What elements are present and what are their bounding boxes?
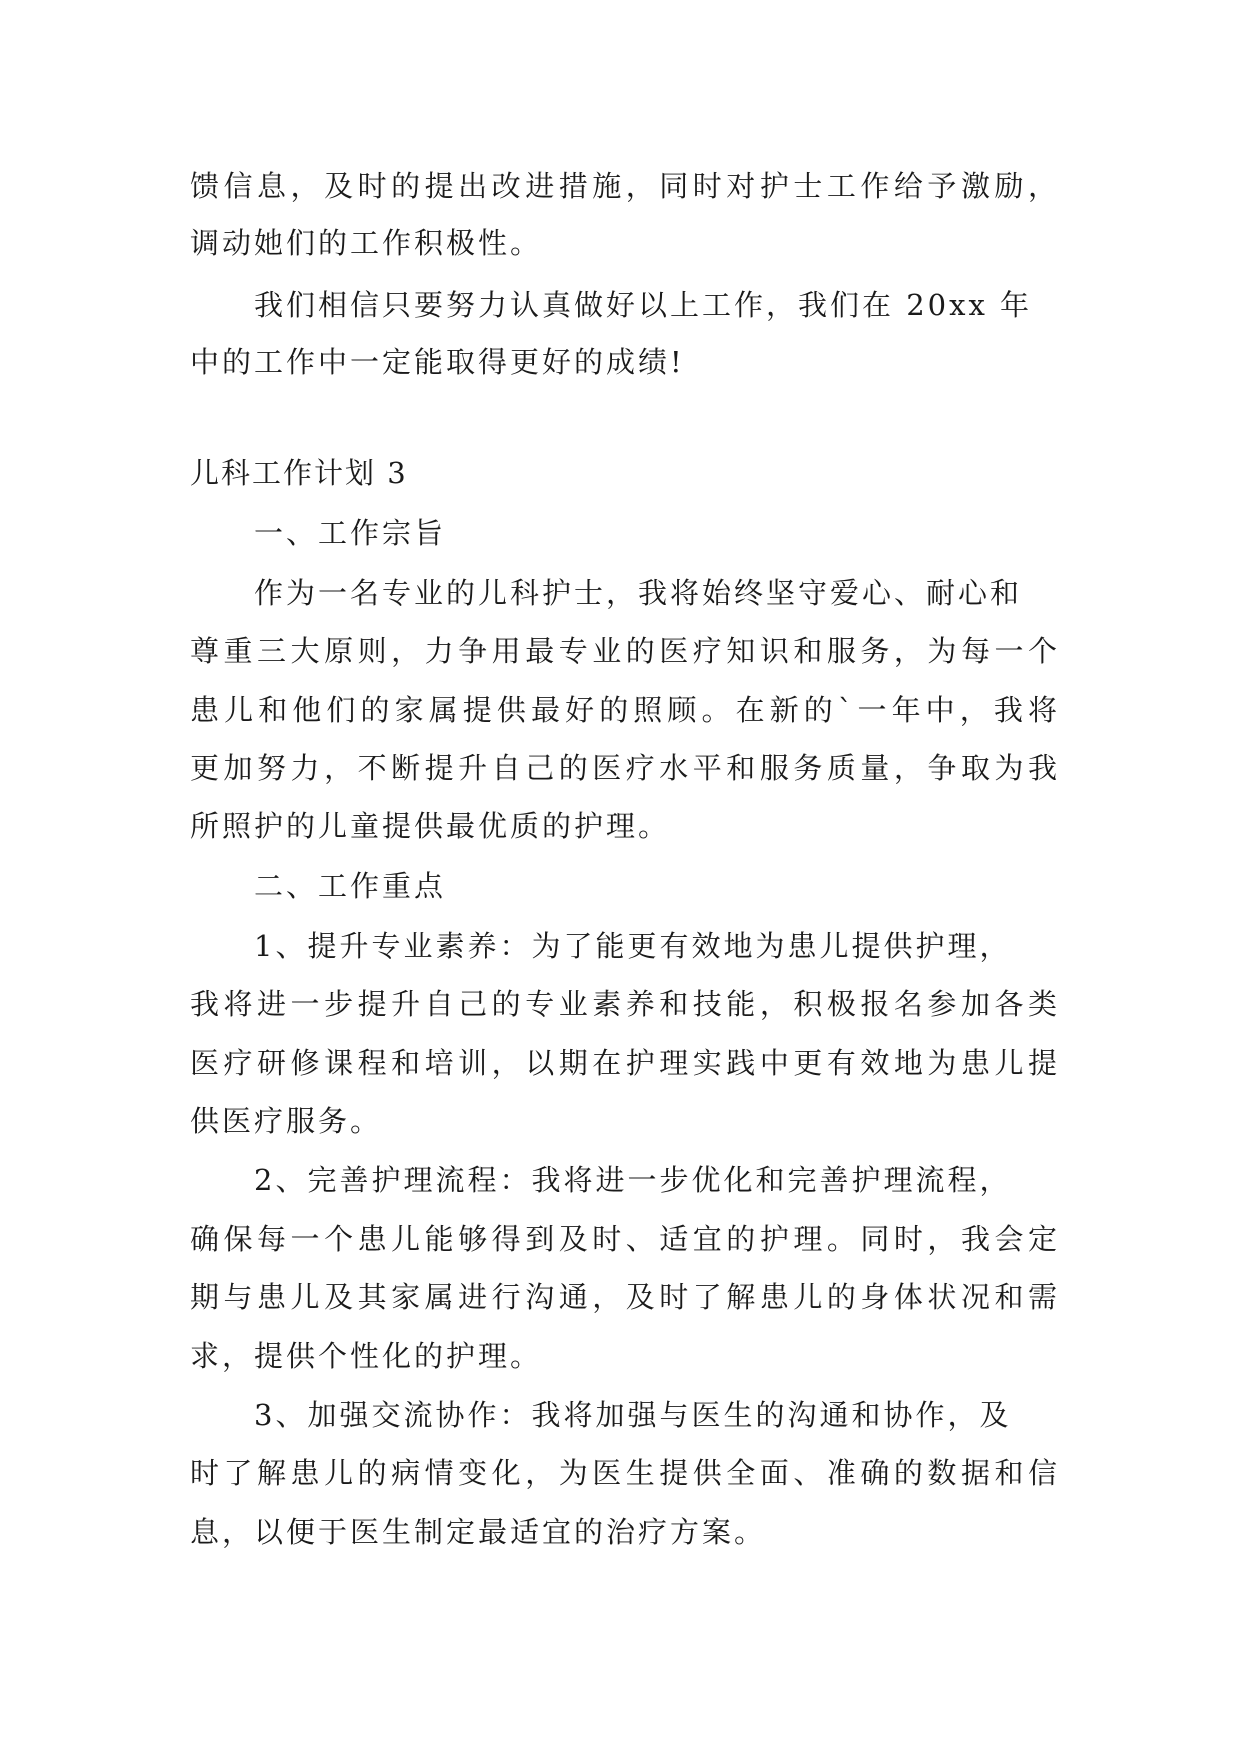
paragraph-line: 患儿和他们的家属提供最好的照顾。在新的`一年中，我将	[190, 693, 1060, 727]
paragraph-line: 调动她们的工作积极性。	[190, 226, 543, 260]
heading: 二、工作重点	[254, 869, 447, 903]
paragraph-line: 尊重三大原则，力争用最专业的医疗知识和服务，为每一个	[190, 634, 1060, 668]
list-item-line: 医疗研修课程和培训，以期在护理实践中更有效地为患儿提	[190, 1046, 1060, 1080]
list-item-line: 确保每一个患儿能够得到及时、适宜的护理。同时，我会定	[190, 1222, 1060, 1256]
paragraph-line: 我们相信只要努力认真做好以上工作，我们在 20xx 年	[254, 288, 1033, 322]
paragraph-line: 中的工作中一定能取得更好的成绩!	[190, 345, 685, 379]
list-item-line: 我将进一步提升自己的专业素养和技能，积极报名参加各类	[190, 987, 1060, 1021]
paragraph-line: 更加努力，不断提升自己的医疗水平和服务质量，争取为我	[190, 751, 1060, 785]
paragraph-line: 所照护的儿童提供最优质的护理。	[190, 809, 671, 843]
paragraph-line: 馈信息，及时的提出改进措施，同时对护士工作给予激励，	[190, 169, 1060, 203]
list-item-line: 时了解患儿的病情变化，为医生提供全面、准确的数据和信	[190, 1456, 1060, 1490]
list-item-line: 期与患儿及其家属进行沟通，及时了解患儿的身体状况和需	[190, 1280, 1060, 1314]
section-title: 儿科工作计划 3	[190, 456, 408, 490]
list-item-line: 1、提升专业素养：为了能更有效地为患儿提供护理，	[254, 929, 1012, 963]
list-item-line: 供医疗服务。	[190, 1104, 383, 1138]
list-item-line: 息，以便于医生制定最适宜的治疗方案。	[190, 1515, 767, 1549]
list-item-line: 求，提供个性化的护理。	[190, 1339, 543, 1373]
list-item-line: 2、完善护理流程：我将进一步优化和完善护理流程，	[254, 1163, 1012, 1197]
heading: 一、工作宗旨	[254, 516, 447, 550]
list-item-line: 3、加强交流协作：我将加强与医生的沟通和协作，及	[254, 1398, 1012, 1432]
paragraph-line: 作为一名专业的儿科护士，我将始终坚守爱心、耐心和	[254, 576, 1023, 610]
